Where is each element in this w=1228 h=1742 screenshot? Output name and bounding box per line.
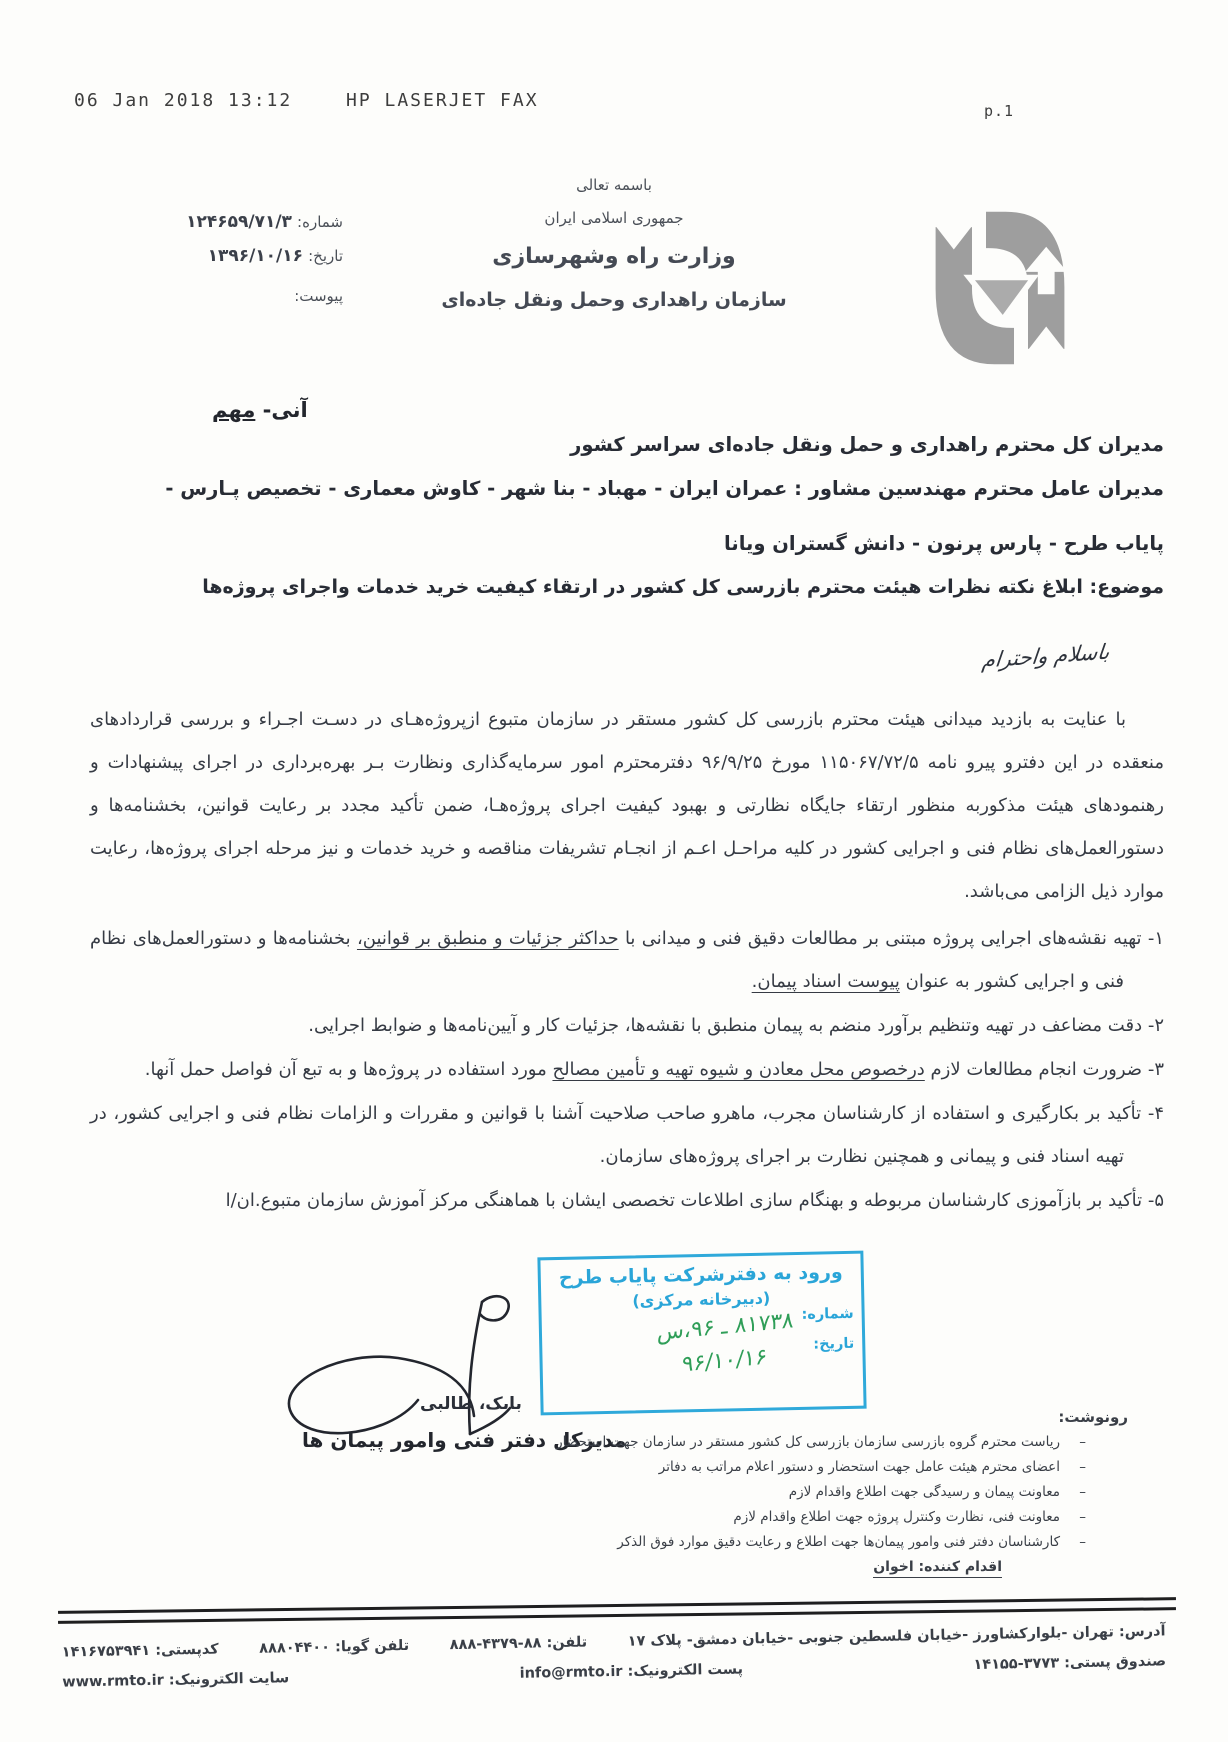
- salutation-script: باسلام واحترام: [981, 639, 1112, 673]
- fax-device-name: HP LASERJET FAX: [346, 90, 539, 111]
- item-text: تهیه نقشه‌های اجرایی پروژه مبتنی بر مطالعات دقیق فنی و میدانی با: [618, 928, 1142, 949]
- footer-phone: [450, 1635, 588, 1654]
- list-item: [90, 1048, 1164, 1091]
- footer-address-value: تهران -بلوارکشاورز -خیابان فلسطین جنوبی -خیابان دمشق- پلاک ۱۷: [627, 1624, 1114, 1650]
- footer-voice-phone: [259, 1638, 409, 1657]
- body-paragraph: با عنایت به بازدید میدانی هیئت محترم بازرسی کل کشور مستقر در سازمان متبوع ازپروژه‌هـای در دسـت اجـراء و بررسی قراردادهای منعقده در این دفترو پیرو نامه ۱۱۵۰۶۷/۷۲/۵ مورخ ۹۶/۹/۲۵ دفترمحترم امور سرمایه‌گذاری ونظارت بـر بهره‌برداری در اجرای پیشنهادات و رهنمودهای هیئت مذکوربه منظور ارتقاء جایگاه نظارتی و بهبود کیفیت اجرای پروژه‌هـا، ضمن تأکید مجدد بر رعایت قوانین، بخشنامه‌ها و دستورالعمل‌های نظام فنی و اجرایی کشور در کلیه مراحـل اعـم از انجـام تشریفات مناقصه و خرید خدمات و نیز مرحله اجرای پروژه‌ها، رعایت موارد ذیل الزامی می‌باشد.: [90, 709, 1164, 902]
- stamp-number-handwritten: ۸۱۷۳۸ ـ ۹۶،س: [656, 1308, 795, 1346]
- priority-urgent: آنی-: [262, 398, 308, 422]
- footer-address: [628, 1623, 1166, 1649]
- item-underlined-text: درخصوص محل معادن و شیوه تهیه و تأمین مصالح: [552, 1059, 925, 1080]
- ministry-title: وزارت راه وشهرسازی: [492, 244, 736, 269]
- cc-item: [408, 1484, 1060, 1500]
- letter-number-row: [118, 212, 343, 232]
- footer-email: [520, 1662, 744, 1682]
- item-number: ۲-: [1147, 1015, 1164, 1036]
- cc-list: [408, 1434, 1128, 1550]
- fax-header: [0, 90, 1228, 124]
- footer-voice-phone-label: تلفن گویا:: [334, 1637, 410, 1656]
- item-text: تأکید بر بکارگیری و استفاده از کارشناسان مجرب، ماهرو صاحب صلاحیت آشنا با قوانین و مقررات و الزامات نظام فنی و اجرایی کشور، در تهیه اسناد فنی و پیمانی و همچنین نظارت بر اجرای پروژه‌های سازمان.: [90, 1103, 1142, 1167]
- item-number: ۵-: [1147, 1190, 1164, 1211]
- action-officer-text: اقدام کننده: اخوان: [873, 1559, 1002, 1578]
- footer-address-label: آدرس:: [1118, 1623, 1166, 1641]
- letter-date-value: ۱۳۹۶/۱۰/۱۶: [207, 246, 303, 266]
- letter-attachment-label: پیوست:: [294, 287, 343, 305]
- letter-attachment-row: [118, 286, 343, 305]
- letter-date-row: [118, 246, 343, 266]
- recipient-line-2: مدیران عامل محترم مهندسین مشاور : عمران ایران - مهباد - بنا شهر - کاوش معماری - تخصیص پـارس -: [165, 477, 1164, 500]
- recipients-block: [92, 430, 1164, 602]
- cc-item-text: اعضای محترم هیئت عامل جهت استحضار و دستور اعلام مراتب به دفاتر: [658, 1459, 1060, 1475]
- item-text: مورد استفاده در پروژه‌ها و به تبع آن فواصل حمل آنها.: [144, 1059, 553, 1080]
- footer-postal-code-label: کدپستی:: [155, 1641, 219, 1659]
- cc-label: رونوشت:: [1058, 1408, 1128, 1426]
- item-text: بخشنامه‌ها و دستورالعمل‌های نظام فنی و اجرایی کشور به عنوان: [90, 928, 1124, 992]
- item-underlined-text: پیوست اسناد پیمان.: [751, 971, 900, 992]
- bismillah-line: باسمه تعالی: [576, 176, 652, 194]
- country-line: جمهوری اسلامی ایران: [544, 209, 684, 227]
- footer-line-1: [62, 1623, 1166, 1660]
- cc-item-text: کارشناسان دفتر فنی وامور پیمان‌ها جهت اطلاع و رعایت دقیق موارد فوق الذکر: [617, 1534, 1060, 1550]
- cc-item-text: معاونت فنی، نظارت وکنترل پروژه جهت اطلاع واقدام لازم: [733, 1509, 1060, 1525]
- footer-phone-label: تلفن:: [546, 1634, 588, 1652]
- cc-item: [408, 1509, 1060, 1525]
- list-item: [90, 1179, 1164, 1222]
- recipient-line-3: پایاب طرح - پارس پرنون - دانش گستران ویانا: [724, 532, 1164, 555]
- stamp-date-handwritten: ۹۶/۱۰/۱۶: [681, 1344, 769, 1378]
- receipt-stamp: [537, 1251, 866, 1416]
- stamp-date-label: تاریخ:: [813, 1335, 855, 1353]
- list-item: [90, 917, 1164, 1003]
- letter-body: [90, 698, 1164, 1223]
- cc-item: [408, 1434, 1060, 1450]
- item-underlined-text: حداکثر جزئیات و منطبق بر قوانین،: [356, 928, 619, 949]
- footer-phone-value: ۸۸-۴۳۷۹-۸۸۸: [449, 1635, 542, 1654]
- list-item: [90, 1092, 1164, 1178]
- cc-item-text: معاونت پیمان و رسیدگی جهت اطلاع واقدام لازم: [788, 1484, 1060, 1500]
- stamp-date-row: [542, 1335, 863, 1378]
- subject-line: موضوع: ابلاغ نکته نظرات هیئت محترم بازرسی کل کشور در ارتقاء کیفیت خرید خدمات واجرای پروژه‌ها: [202, 576, 1164, 598]
- footer-voice-phone-value: ۸۸۸۰۴۴۰۰: [259, 1639, 331, 1657]
- organization-title: سازمان راهداری وحمل ونقل جاده‌ای: [441, 289, 787, 311]
- footer-line-2: [62, 1653, 1166, 1690]
- footer-email-value: info@rmto.ir: [519, 1663, 623, 1682]
- letter-number-label: شماره:: [297, 213, 343, 231]
- footer-email-label: پست الکترونیک:: [627, 1661, 744, 1680]
- priority-important: مهم: [212, 398, 256, 422]
- item-number: ۴-: [1147, 1103, 1164, 1124]
- action-officer-line: [408, 1559, 1128, 1575]
- directives-list: [90, 917, 1164, 1222]
- footer-contact: [62, 1623, 1167, 1704]
- item-text: تأکید بر بازآموزی کارشناسان مربوطه و بهنگام سازی اطلاعات تخصصی ایشان با هماهنگی مرکز آموزش سازمان متبوع.ان/ا: [225, 1190, 1143, 1211]
- cc-item: [408, 1459, 1060, 1475]
- letter-number-value: ۱۲۴۶۵۹/۷۱/۳: [186, 212, 292, 232]
- stamp-secretariat-line: (دبیرخانه مرکزی): [632, 1288, 771, 1311]
- footer-po-box-label: صندوق پستی:: [1063, 1653, 1167, 1672]
- cc-item-text: ریاست محترم گروه بازرسی سازمان بازرسی کل کشور مستقر در سازمان جهت استحضار: [556, 1434, 1060, 1450]
- letter-date-label: تاریخ:: [308, 247, 343, 265]
- item-number: ۱-: [1147, 928, 1164, 949]
- cc-section: [408, 1408, 1128, 1575]
- footer-po-box: [973, 1653, 1166, 1673]
- fax-page-number: p.1: [984, 102, 1015, 120]
- rmto-emblem-icon: [916, 206, 1084, 370]
- stamp-company-line: ورود به دفترشرکت پایاب طرح: [558, 1261, 843, 1289]
- footer-postal-code: [62, 1642, 219, 1661]
- fax-datetime: 06 Jan 2018 13:12: [74, 90, 293, 111]
- footer-website-value: www.rmto.ir: [62, 1672, 164, 1691]
- cc-item: [408, 1534, 1060, 1550]
- list-item: [90, 1004, 1164, 1047]
- footer-po-box-value: ۱۴۱۵۵-۳۷۷۳: [973, 1655, 1060, 1674]
- letter-meta-block: [118, 212, 343, 319]
- item-text: دقت مضاعف در تهیه وتنظیم برآورد منضم به پیمان منطبق با نقشه‌ها، جزئیات کار و آیین‌نامه‌ها و ضوابط اجرایی.: [308, 1015, 1143, 1036]
- signer-title: مدیرکل دفتر فنی وامور پیمان ها: [302, 1428, 627, 1452]
- priority-marking: [212, 398, 308, 422]
- item-text: ضرورت انجام مطالعات لازم: [924, 1059, 1143, 1080]
- stamp-number-label: شماره:: [801, 1305, 854, 1323]
- footer-website: [62, 1670, 289, 1690]
- signer-name: بابک، طالبی: [420, 1394, 522, 1414]
- footer-postal-code-value: ۱۴۱۶۷۵۳۹۴۱: [61, 1642, 151, 1661]
- recipient-line-1: مدیران کل محترم راهداری و حمل ونقل جاده‌ای سراسر کشور: [570, 433, 1164, 456]
- footer-website-label: سایت الکترونیک:: [168, 1670, 290, 1689]
- item-number: ۳-: [1147, 1059, 1164, 1080]
